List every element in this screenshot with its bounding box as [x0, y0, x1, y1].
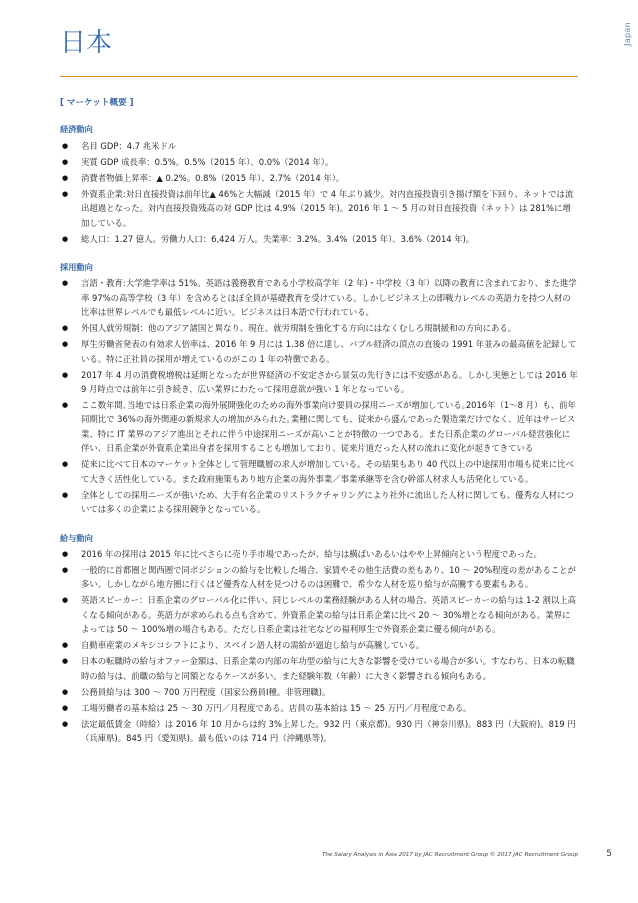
list-item	[60, 368, 578, 397]
list-item	[60, 488, 578, 517]
bullet-icon: ●	[62, 279, 69, 288]
list-item-text: ここ数年間､当地では日系企業の海外展開強化のための海外事業向け要員の採用ニーズが増加している｡2016年（1～8 月）も、前年同期比で 36%の海外関連の新規求人の増加がみられた｡業種に関しても、従来から盛んであった製造業だけでなく、近年はサービス業、特に IT 業界のアジア進出とそれに伴う中途採用ニーズが高いことが特徴の一つである。また日系企業のグローバル経営強化に伴い、日系企業が外資系企業出身者を採用することも増加しており、従来片道だった人材の流れに変化が起きてきている	[81, 400, 576, 454]
section-heading: 経済動向	[60, 124, 93, 135]
list-item-text: 英語スピーカー：日系企業のグローバル化に伴い、同じレベルの業務経験がある人材の場合、英語スピーカーの給与は 1-2 割以上高くなる傾向がある。英語力が求められる点も含めて、外資系企業の給与は日系企業に比べ 20 ～ 30%増となる傾向がある。業界によっては 50 ～ 100%増の場合もある。ただし日系企業は社宅などの福利厚生で外資系企業に優る傾向がある。	[81, 595, 576, 635]
section-heading: 給与動向	[60, 532, 93, 543]
bullet-icon: ●	[62, 401, 69, 410]
bullet-icon: ●	[62, 324, 69, 333]
list-item-text: 日本の転職時の給与オファー金額は、日系企業の内部の年功型の給与に大きな影響を受けている場合が多い。すなわち、日本の転職時の給与は、前職の給与と同額となるケースが多い。また経験年数（年齢）に大きく影響される傾向もある。	[81, 656, 575, 681]
bullet-icon: ●	[62, 687, 69, 696]
list-item-text: 厚生労働省発表の有効求人倍率は、2016 年 9 月には 1.38 倍に達し、バブル経済の頂点の直後の 1991 年並みの最高値を記録している。特に正社員の採用が増えているのがこの 1 年の特徴である。	[81, 339, 577, 364]
title-divider	[60, 76, 578, 77]
bullet-icon: ●	[62, 549, 69, 558]
list-item	[60, 547, 578, 561]
side-tab-label: Japan	[623, 22, 632, 46]
bullet-icon: ●	[62, 141, 69, 150]
list-item	[60, 685, 578, 699]
list-item-text: 従来に比べて日本のマーケット全体として管理職層の求人が増加している。その結果もあり 40 代以上の中途採用市場も従来に比べて大きく活性化している。また政府施策もあり地方企業の海外事業／事業承継等を含む幹部人材求人も活発化している。	[81, 459, 574, 484]
section-heading: 採用動向	[60, 262, 93, 273]
list-item-text: 工場労働者の基本給は 25 ～ 30 万円／月程度である。店員の基本給は 15 ～ 25 万円／月程度である。	[81, 702, 472, 713]
section-economy	[60, 122, 578, 246]
list-item-text: 公務員給与は 300 ～ 700 万円程度（国家公務員Ⅰ種。非管理職)。	[81, 686, 331, 697]
list-item-text: 言語・教育:大学進学率は 51%。英語は義務教育である小学校高学年（2 年)・中学校（3 年）以降の教育に含まれており、また進学率 97%の高等学校（3 年）を含めるとほぼ全員が基礎教育を受けている。しかしビジネス上の即戦力レベルの英語力を持つ人材の比率は世界レベルでも最低レベルに近い。ビジネスは日本語で行われている。	[81, 278, 577, 318]
bullet-list	[60, 547, 578, 745]
page-title: 日本	[60, 28, 113, 58]
main-content	[60, 96, 578, 747]
list-item	[60, 563, 578, 592]
footer-credit: The Salary Analysis in Asia 2017 by JAC Recruitment Group © 2017 JAC Recruitment Group	[322, 852, 578, 858]
list-item	[60, 321, 578, 335]
list-item-text: 実質 GDP 成長率：0.5%。0.5%（2015 年）、0.0%（2014 年）。	[81, 156, 334, 167]
list-item-text: 自動車産業のメキシコシフトにより、スペイン語人材の需給が逼迫し給与が高騰している。	[81, 640, 425, 651]
list-item-text: 外国人就労規制：他のアジア諸国と異なり、現在、就労規制を強化する方向にはなくむしろ規制緩和の方向にある。	[81, 323, 517, 334]
list-item	[60, 398, 578, 456]
bullet-list	[60, 276, 578, 516]
bullet-icon: ●	[62, 340, 69, 349]
list-item	[60, 638, 578, 652]
list-item	[60, 337, 578, 366]
list-item	[60, 232, 578, 246]
list-item	[60, 139, 578, 153]
list-item	[60, 717, 578, 746]
section-salary	[60, 531, 578, 746]
list-item	[60, 593, 578, 636]
bullet-icon: ●	[62, 370, 69, 379]
bullet-icon: ●	[62, 565, 69, 574]
bullet-icon: ●	[62, 157, 69, 166]
list-item-text: 消費者物価上昇率：▲ 0.2%。0.8%（2015 年）、2.7%（2014 年）。	[81, 172, 345, 183]
list-item-text: 全体としての採用ニーズが強いため、大手有名企業のリストラクチャリングにより社外に流出した人材に関しても、優秀な人材については多くの企業による採用競争となっている。	[81, 489, 574, 515]
list-item	[60, 276, 578, 319]
bullet-icon: ●	[62, 173, 69, 182]
bullet-icon: ●	[62, 596, 69, 605]
list-item	[60, 701, 578, 715]
list-item-text: 法定最低賃金（時給）は 2016 年 10 月からは約 3%上昇した。932 円（東京都)。930 円（神奈川県)。883 円（大阪府)。819 円（兵庫県)。845 円（愛知県)。最も低いのは 714 円（沖縄県等)。	[81, 718, 576, 743]
list-item	[60, 187, 578, 230]
bullet-list	[60, 139, 578, 246]
bullet-icon: ●	[62, 719, 69, 728]
bullet-icon: ●	[62, 641, 69, 650]
list-item	[60, 155, 578, 169]
section-hiring	[60, 260, 578, 516]
list-item-text: 一般的に首都圏と関西圏で同ポジションの給与を比較した場合、家賃やその他生活費の差もあり、10 ～ 20%程度の差があることが多い。しかしながら地方圏に行くほど優秀な人材を見つけるのは困難で、希少な人材を巡り給与が高騰する要素もある。	[81, 564, 576, 590]
list-item	[60, 171, 578, 185]
bullet-icon: ●	[62, 234, 69, 243]
bullet-icon: ●	[62, 490, 69, 499]
list-item-text: 名目 GDP：4.7 兆米ドル	[81, 140, 177, 151]
bullet-icon: ●	[62, 703, 69, 712]
list-item-text: 2016 年の採用は 2015 年に比べさらに売り手市場であったが、給与は横ばいあるいはやや上昇傾向という程度であった。	[81, 548, 542, 559]
section-label: [ マーケット概要 ]	[60, 98, 134, 108]
page-number: 5	[606, 849, 612, 859]
list-item	[60, 457, 578, 486]
list-item	[60, 654, 578, 683]
list-item-text: 2017 年 4 月の消費税増税は延期となったが世界経済の不安定さから景気の先行きには不安感がある。しかし実態としては 2016 年 9 月時点では前年に引き続き、広い業界にわたって採用意欲が強い 1 年となっている。	[81, 369, 578, 395]
bullet-icon: ●	[62, 657, 69, 666]
bullet-icon: ●	[62, 189, 69, 198]
bullet-icon: ●	[62, 460, 69, 469]
list-item-text: 総人口：1.27 億人。労働力人口：6,424 万人。失業率：3.2%。3.4%（2015 年）、3.6%（2014 年)。	[81, 233, 475, 244]
list-item-text: 外資系企業:対日直接投資は前年比▲ 46%と大幅減（2015 年）で 4 年ぶり減少。対内直接投資引き揚げ額を下回り、ネットでは流出超過となった。対内直接投資残高の対 GDP 比は 4.9%（2015 年)。2016 年 1 ～ 5 月の対日直接投資（ネット）は 281%に増加している。	[81, 188, 574, 228]
